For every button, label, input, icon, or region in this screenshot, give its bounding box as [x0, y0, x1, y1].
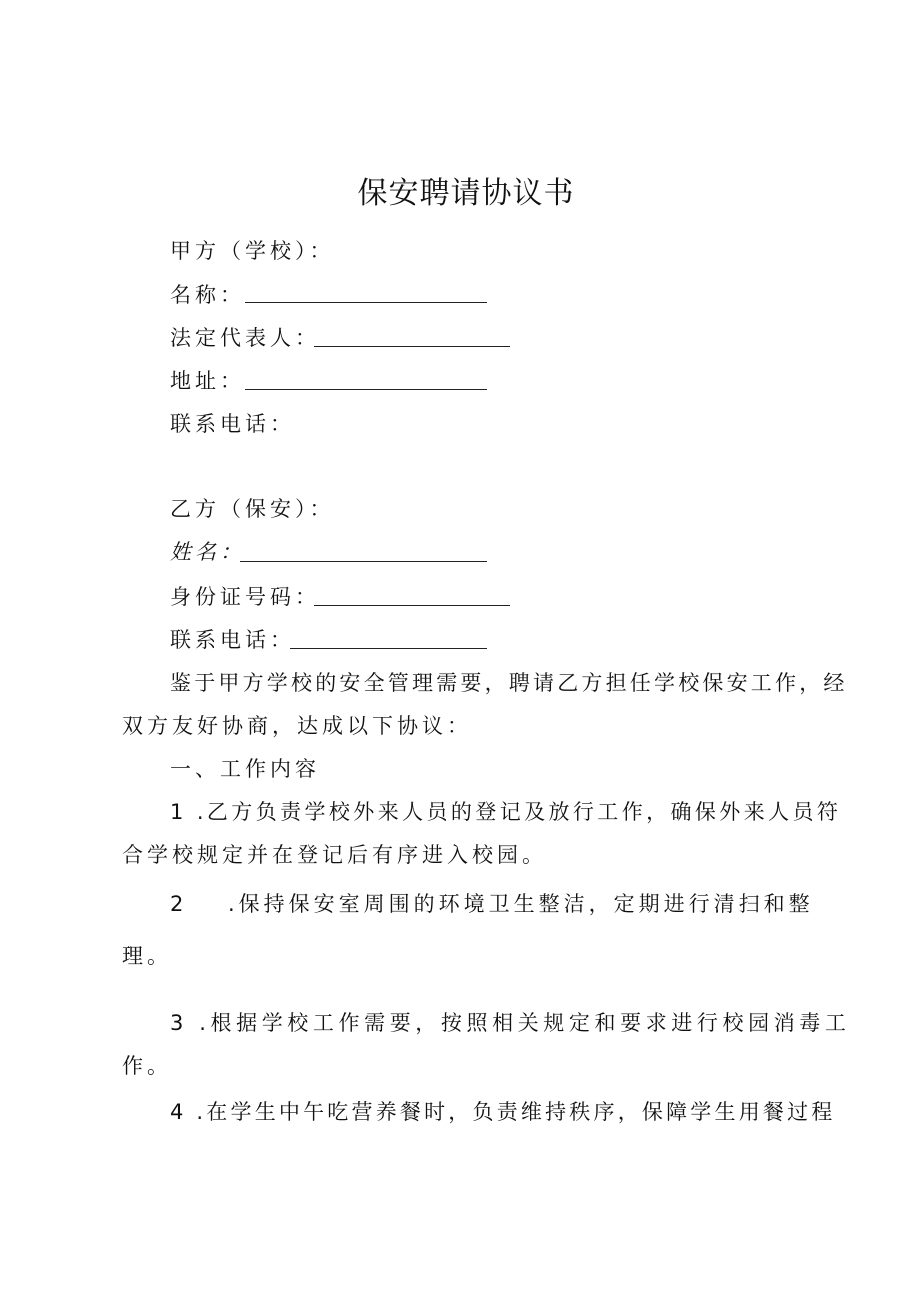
party-b-heading: 乙方（保安）：	[170, 497, 335, 521]
item-2-line-2: 理。	[122, 944, 172, 968]
item-3-line-2: 作。	[122, 1054, 172, 1078]
party-a-name-blank	[245, 302, 487, 303]
party-b-id-blank	[314, 605, 510, 606]
party-a-address-blank	[245, 389, 487, 390]
party-a-legal-rep-blank	[314, 346, 510, 347]
item-4-line-1: 4 .在学生中午吃营养餐时，负责维持秩序，保障学生用餐过程	[170, 1100, 836, 1124]
item-3-line-1: 3 .根据学校工作需要，按照相关规定和要求进行校园消毒工	[170, 1011, 851, 1035]
item-1-line-2: 合学校规定并在登记后有序进入校园。	[122, 843, 547, 867]
party-a-heading: 甲方（学校）：	[170, 239, 335, 263]
party-a-name-label: 名称：	[170, 283, 245, 307]
party-a-phone-label: 联系电话：	[170, 412, 295, 436]
item-1-line-1: 1 .乙方负责学校外来人员的登记及放行工作，确保外来人员符	[170, 800, 842, 824]
party-b-name-label: 姓名：	[170, 540, 245, 564]
document-title: 保安聘请协议书	[357, 176, 575, 211]
party-b-phone-label: 联系电话：	[170, 628, 295, 652]
party-b-id-label: 身份证号码：	[170, 585, 320, 609]
item-2-number: 2	[170, 892, 184, 916]
preamble-line-1: 鉴于甲方学校的安全管理需要，聘请乙方担任学校保安工作，经	[170, 671, 848, 695]
party-a-legal-rep-label: 法定代表人：	[170, 326, 320, 350]
party-b-phone-blank	[290, 648, 487, 649]
item-2-line-1: .保持保安室周围的环境卫生整洁，定期进行清扫和整	[228, 892, 814, 916]
party-a-address-label: 地址：	[170, 369, 245, 393]
section-1-heading: 一、工作内容	[170, 757, 320, 781]
preamble-line-2: 双方友好协商，达成以下协议：	[122, 714, 472, 738]
party-b-name-blank	[240, 561, 487, 562]
